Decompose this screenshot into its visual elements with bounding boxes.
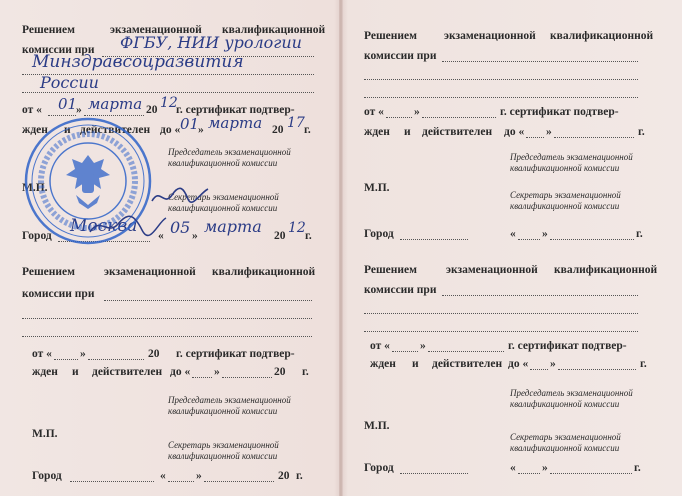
valid-month: марта [208,114,263,132]
r-qualification-word: квалификационной [550,30,654,42]
commission-line-b2-2 [22,318,312,319]
r-valid-day-line [526,137,544,138]
r2-secretary-title-1: Секретарь экзаменационной [510,432,621,442]
year-label-b2: 20 [148,348,160,360]
r2-valid-month-line [558,369,636,370]
r-day-line [386,117,412,118]
until-label: до « [160,124,181,136]
r2-date-quote-close: » [542,462,548,474]
sign-year-prefix-2: 20 [278,470,290,482]
certificate-confirmed: г. сертификат подтвер- [176,104,295,116]
date-quote-close-2: » [196,470,202,482]
city-label-2: Город [32,470,62,482]
from-label-2: от « [32,348,52,360]
r-year-suffix: г. [638,126,645,138]
year-suffix: г. [304,124,311,136]
r2-city-line [400,473,468,474]
r-date-quote-close: » [542,228,548,240]
r2-confirmed-word: жден [370,358,396,370]
r-valid-month-line [554,137,634,138]
chair-title-1: Председатель экзаменационной [168,147,291,157]
issue-month: марта [88,95,143,113]
r-sign-year-suffix: г. [636,228,643,240]
confirmed-word-2: жден [32,366,58,378]
r2-sign-year-suffix: г. [634,462,641,474]
r2-year-suffix: г. [640,358,647,370]
chair-signature-icon [88,212,168,238]
commission-line-b2-3 [22,336,312,337]
chair-title-2: квалификационной комиссии [168,158,278,168]
r-sign-day-line [518,239,540,240]
qualification-word: квалификационной [222,24,326,36]
confirmed-word: жден [22,124,48,136]
issue-day: 01 [58,95,78,113]
certificate-confirmed-2: г. сертификат подтвер- [176,348,295,360]
commission-handwritten-3: России [40,73,99,92]
commission-handwritten-1: ФГБУ, НИИ урологии [120,33,302,52]
r2-seal-place-label: М.П. [364,420,390,432]
sign-year-suffix-2: г. [296,470,303,482]
seal-place-label: М.П. [22,182,48,194]
r2-exam-word: экзаменационной [446,264,538,276]
commission-label: комиссии при [22,44,95,56]
commission-line-b2 [104,300,312,301]
secretary-title-1: Секретарь экзаменационной [168,192,279,202]
date-quote-open-2: « [160,470,166,482]
r-commission-line-2 [364,79,638,80]
quote-close-2: » [198,124,204,136]
r2-sign-day-line [518,473,540,474]
r-secretary-title-2: квалификационной комиссии [510,201,620,211]
sign-year-suffix: г. [305,230,312,242]
r-chair-title-2: квалификационной комиссии [510,163,620,173]
r2-chair-title-1: Председатель экзаменационной [510,388,633,398]
secretary-signature-icon [150,185,210,207]
and-word: и [64,124,71,136]
r-exam-word: экзаменационной [444,30,536,42]
r-chair-title-1: Председатель экзаменационной [510,152,633,162]
commission-label-2: комиссии при [22,288,95,300]
r-city-label: Город [364,228,394,240]
secretary-title-b2-1: Секретарь экзаменационной [168,440,279,450]
r-sign-month-line [550,239,634,240]
r2-decision-word: Решением [364,264,417,276]
valid-word: действителен [80,124,151,136]
r-cert-label: г. сертификат подтвер- [500,106,619,118]
r-until-label: до « [504,126,525,138]
r-month-line [422,117,496,118]
month-line-2 [88,359,144,360]
exam-word-2: экзаменационной [104,266,196,278]
valid-word-2: действителен [92,366,163,378]
r-decision-word: Решением [364,30,417,42]
r2-sign-month-line [550,473,632,474]
r2-month-line [428,351,504,352]
date-quote-close: » [192,230,198,242]
seal-place-label-2: М.П. [32,428,58,440]
issue-year: 12 [160,95,178,111]
from-label: от « [22,104,42,116]
sign-year-prefix: 20 [274,230,286,242]
year-suffix-b2: г. [302,366,309,378]
r-commission-label: комиссии при [364,50,437,62]
r2-from-label: от « [370,340,390,352]
r2-city-label: Город [364,462,394,474]
r-confirmed-word: жден [364,126,390,138]
r2-qualification-word: квалификационной [554,264,658,276]
r2-day-line [392,351,418,352]
quote-close-b2-2: » [214,366,220,378]
left-page [0,0,340,496]
r2-date-quote-open: « [510,462,516,474]
secretary-title-2: квалификационной комиссии [168,203,278,213]
r-quote-close: » [414,106,420,118]
valid-year: 17 [287,115,305,131]
city-line-2 [70,481,154,482]
until-label-2: до « [170,366,191,378]
r2-chair-title-2: квалификационной комиссии [510,399,620,409]
year-prefix-2: 20 [272,124,284,136]
secretary-title-b2-2: квалификационной комиссии [168,451,278,461]
sign-month-line-2 [204,481,274,482]
quote-close-b2: » [80,348,86,360]
r-commission-line-3 [364,97,638,98]
r-valid-word: действителен [422,126,493,138]
date-quote-open: « [158,230,164,242]
quote-close: » [76,104,82,116]
valid-day-line-2 [192,377,212,378]
decision-word: Решением [22,24,75,36]
r-date-quote-open: « [510,228,516,240]
r2-commission-line-3 [364,331,638,332]
valid-month-line-2 [222,377,272,378]
day-line-2 [54,359,78,360]
and-word-2: и [72,366,79,378]
sign-month: марта [204,217,262,236]
city-handwritten: Москва [70,216,138,236]
right-page [342,0,682,496]
r-seal-place-label: М.П. [364,182,390,194]
qualification-word-2: квалификационной [212,266,316,278]
r-quote-close-2: » [546,126,552,138]
r2-cert-label: г. сертификат подтвер- [508,340,627,352]
valid-day: 01 [180,115,200,133]
r2-quote-close-2: » [550,358,556,370]
r2-commission-line [442,295,638,296]
sign-year: 12 [288,220,306,236]
year-label-b2-2: 20 [274,366,286,378]
r-city-line [400,239,468,240]
r2-valid-word: действителен [432,358,503,370]
r-secretary-title-1: Секретарь экзаменационной [510,190,621,200]
r2-and-word: и [412,358,419,370]
chair-title-b2-2: квалификационной комиссии [168,406,278,416]
chair-title-b2-1: Председатель экзаменационной [168,395,291,405]
commission-handwritten-2: Минздравсоцразвития [32,52,244,72]
r2-quote-close: » [420,340,426,352]
r2-valid-day-line [530,369,548,370]
r-and-word: и [404,126,411,138]
commission-line-3 [22,92,314,93]
r2-commission-label: комиссии при [364,284,437,296]
r2-until-label: до « [508,358,529,370]
year-prefix: 20 [146,104,158,116]
decision-word-2: Решением [22,266,75,278]
r-commission-line [442,61,638,62]
r2-secretary-title-2: квалификационной комиссии [510,443,620,453]
exam-word: экзаменационной [110,24,202,36]
r-from-label: от « [364,106,384,118]
sign-day: 05 [170,218,191,237]
r2-commission-line-2 [364,313,638,314]
sign-day-line-2 [168,481,194,482]
city-label: Город [22,230,52,242]
